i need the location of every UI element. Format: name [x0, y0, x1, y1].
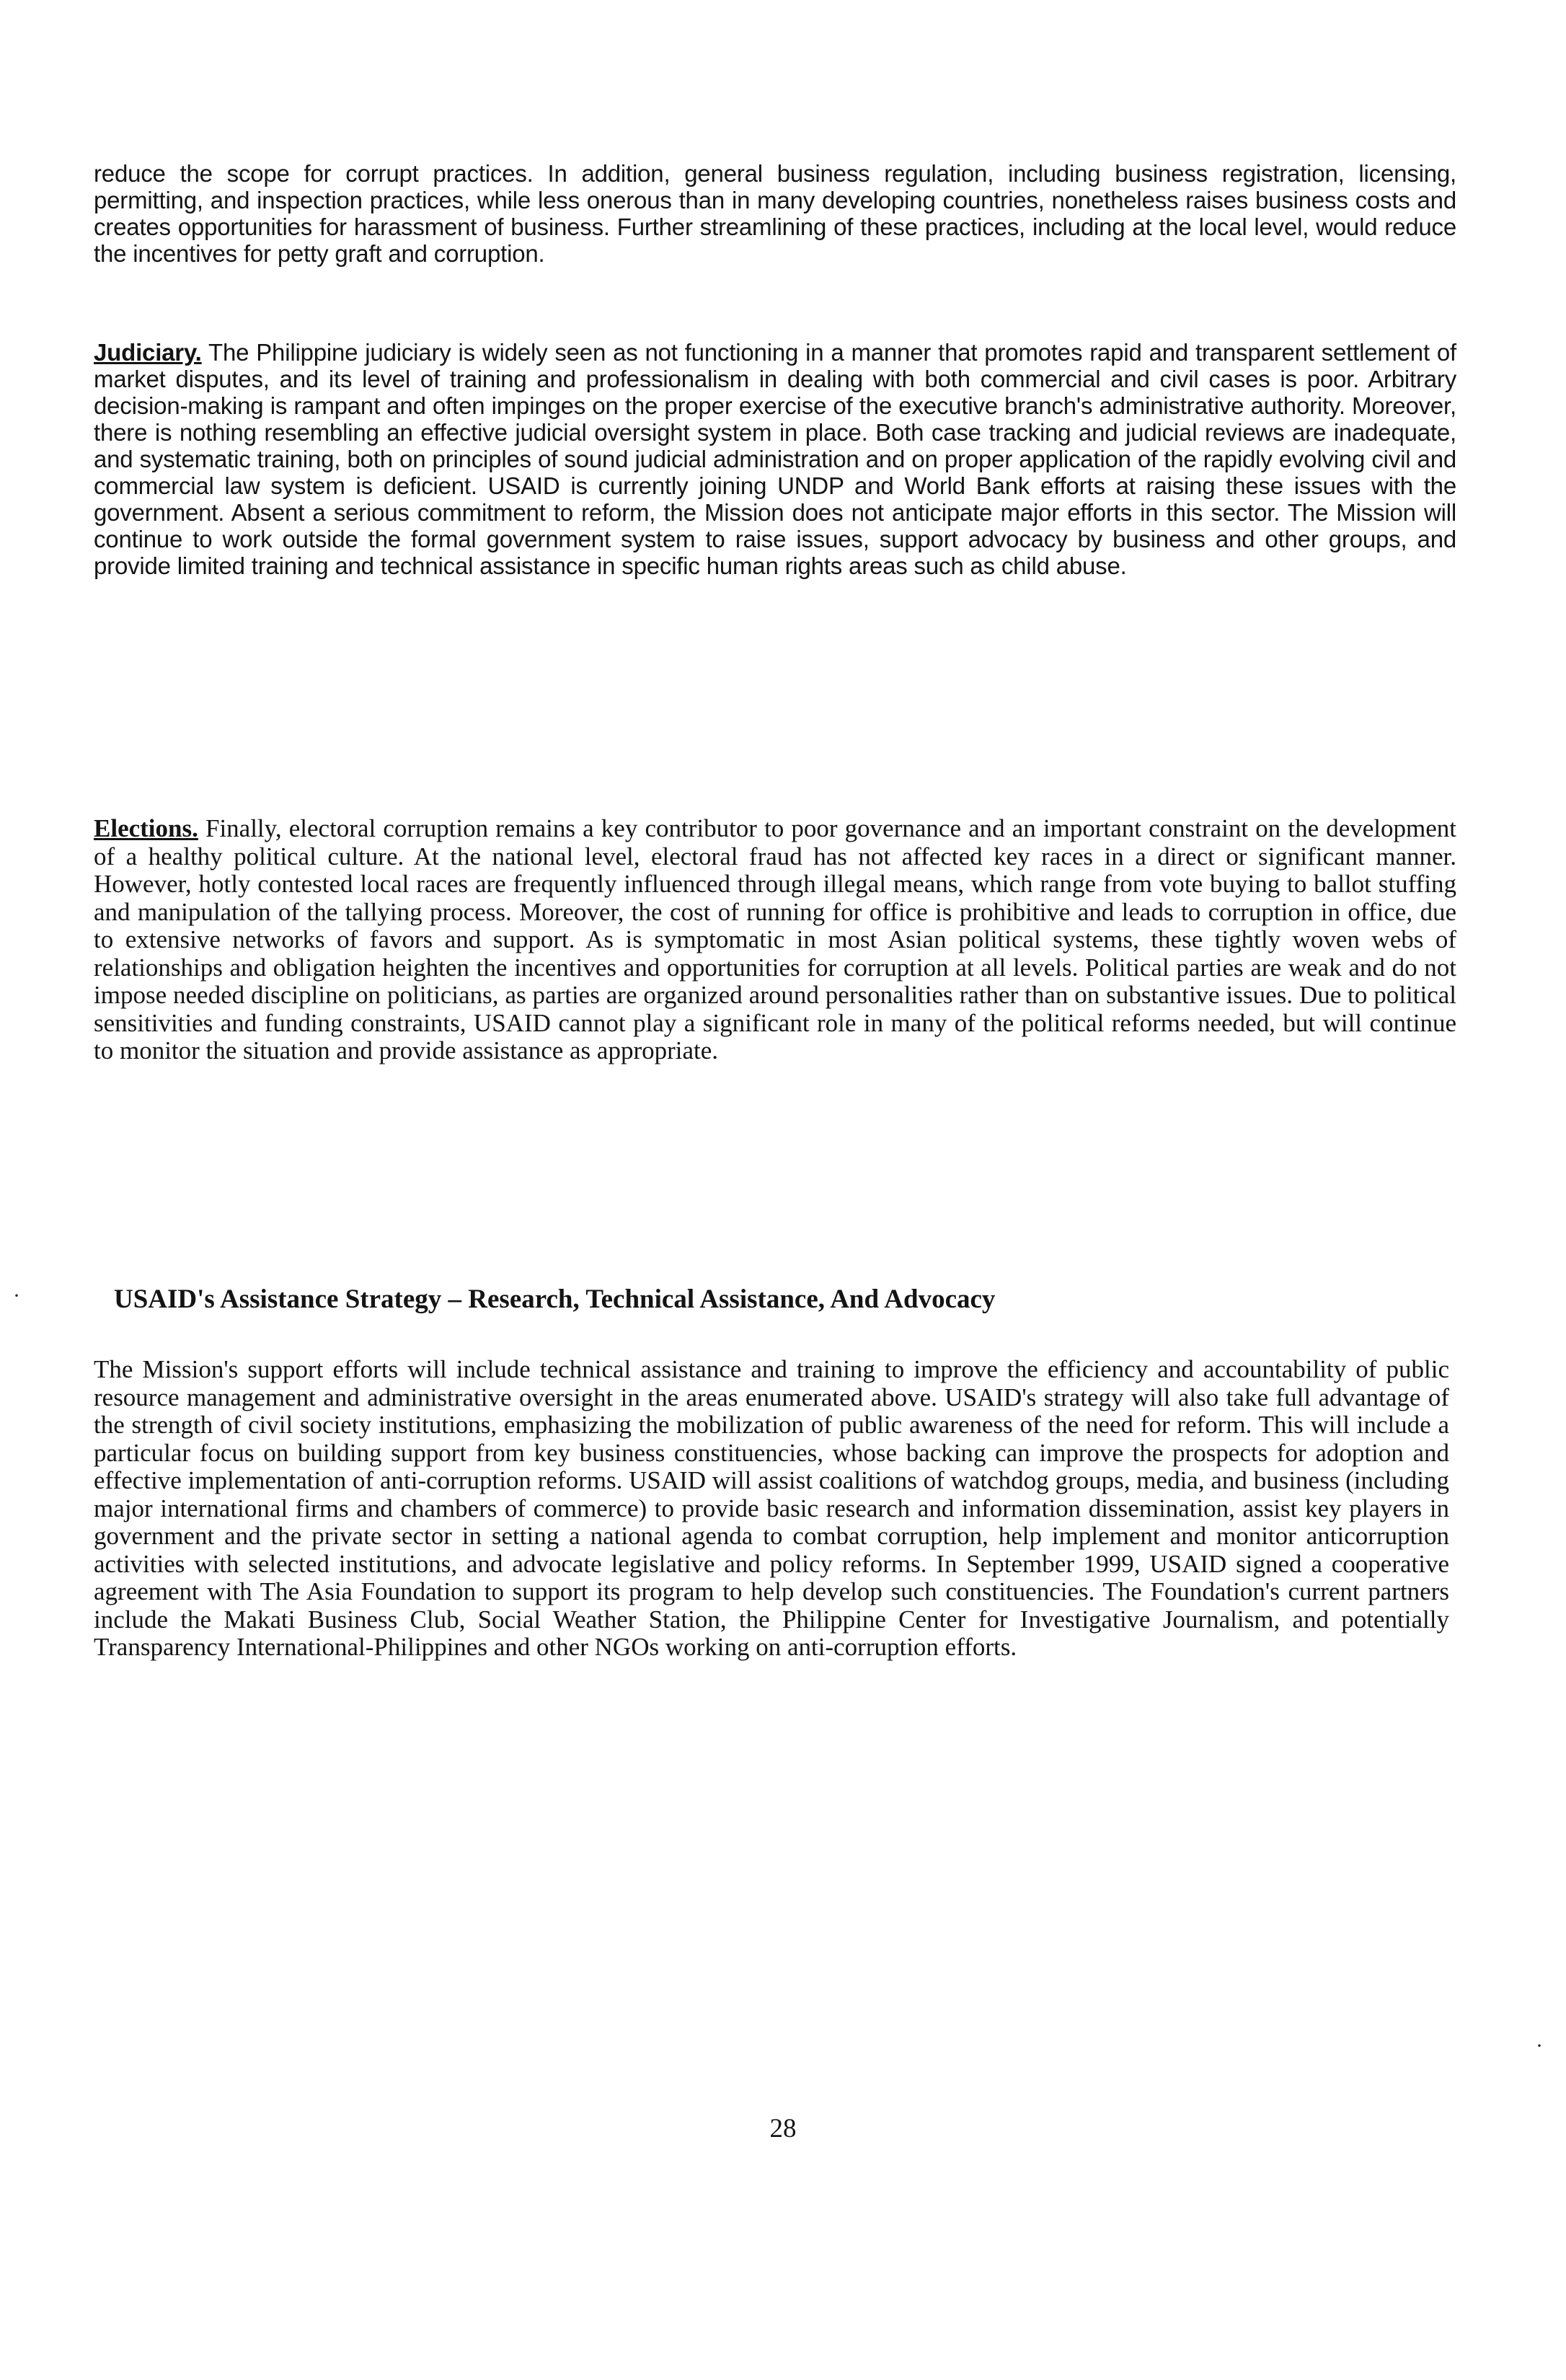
elections-run-in-heading: Elections. — [94, 814, 198, 842]
elections-paragraph — [94, 815, 1456, 1065]
section-heading: USAID's Assistance Strategy – Research, Technical Assistance, And Advocacy — [114, 1284, 996, 1314]
strategy-paragraph: The Mission's support efforts will include technical assistance and training to improve the efficiency and accountability of public resource management and administrative oversight in the areas enumerated above. USAID's strategy will also take full advantage of the strength of civil society institutions, emphasizing the mobilization of public awareness of the need for reform. This will include a particular focus on building support from key business constituencies, whose backing can improve the prospects for adoption and effective implementation of anti-corruption reforms. USAID will assist coalitions of watchdog groups, media, and business (including major international firms and chambers of commerce) to provide basic research and information dissemination, assist key players in government and the private sector in setting a national agenda to combat corruption, help implement and monitor anticorruption activities with selected institutions, and advocate legislative and policy reforms. In September 1999, USAID signed a cooperative agreement with The Asia Foundation to support its program to help develop such constituencies. The Foundation's current partners include the Makati Business Club, Social Weather Station, the Philippine Center for Investigative Journalism, and potentially Transparency International-Philippines and other NGOs working on anti-corruption efforts. — [94, 1355, 1449, 1661]
judiciary-body: The Philippine judiciary is widely seen as not functioning in a manner that promotes rapid and transparent settlement of market disputes, and its level of training and professionalism in dealing with both commercial and civil cases is poor. Arbitrary decision-making is rampant and often impinges on the proper exercise of the executive branch's administrative authority. Moreover, there is nothing resembling an effective judicial oversight system in place. Both case tracking and judicial reviews are inadequate, and systematic training, both on principles of sound judicial administration and on proper application of the rapidly evolving civil and commercial law system is deficient. USAID is currently joining UNDP and World Bank efforts at raising these issues with the government. Absent a serious commitment to reform, the Mission does not anticipate major efforts in this sector. The Mission will continue to work outside the formal government system to raise issues, support advocacy by business and other groups, and provide limited training and technical assistance in specific human rights areas such as child abuse. — [94, 339, 1456, 579]
elections-body: Finally, electoral corruption remains a key contributor to poor governance and an important constraint on the development of a healthy political culture. At the national level, electoral fraud has not affected key races in a direct or significant manner. However, hotly contested local races are frequently influenced through illegal means, which range from vote buying to ballot stuffing and manipulation of the tallying process. Moreover, the cost of running for office is prohibitive and leads to corruption in office, due to extensive networks of favors and support. As is symptomatic in most Asian political systems, these tightly woven webs of relationships and obligation heighten the incentives and opportunities for corruption at all levels. Political parties are weak and do not impose needed discipline on politicians, as parties are organized around personalities rather than on substantive issues. Due to political sensitivities and funding constraints, USAID cannot play a significant role in many of the political reforms needed, but will continue to monitor the situation and provide assistance as appropriate. — [94, 814, 1456, 1065]
margin-dot-right: · — [1536, 2034, 1543, 2058]
judiciary-run-in-heading: Judiciary. — [94, 339, 202, 366]
judiciary-paragraph — [94, 339, 1456, 579]
margin-dot-left: · — [13, 1284, 20, 1308]
intro-paragraph: reduce the scope for corrupt practices. In addition, general business regulation, including business registration, licensing, permitting, and inspection practices, while less onerous than in many developing countries, nonetheless raises business costs and creates opportunities for harassment of business. Further streamlining of these practices, including at the local level, would reduce the incentives for petty graft and corruption. — [94, 160, 1456, 267]
page-number: 28 — [769, 2114, 797, 2143]
